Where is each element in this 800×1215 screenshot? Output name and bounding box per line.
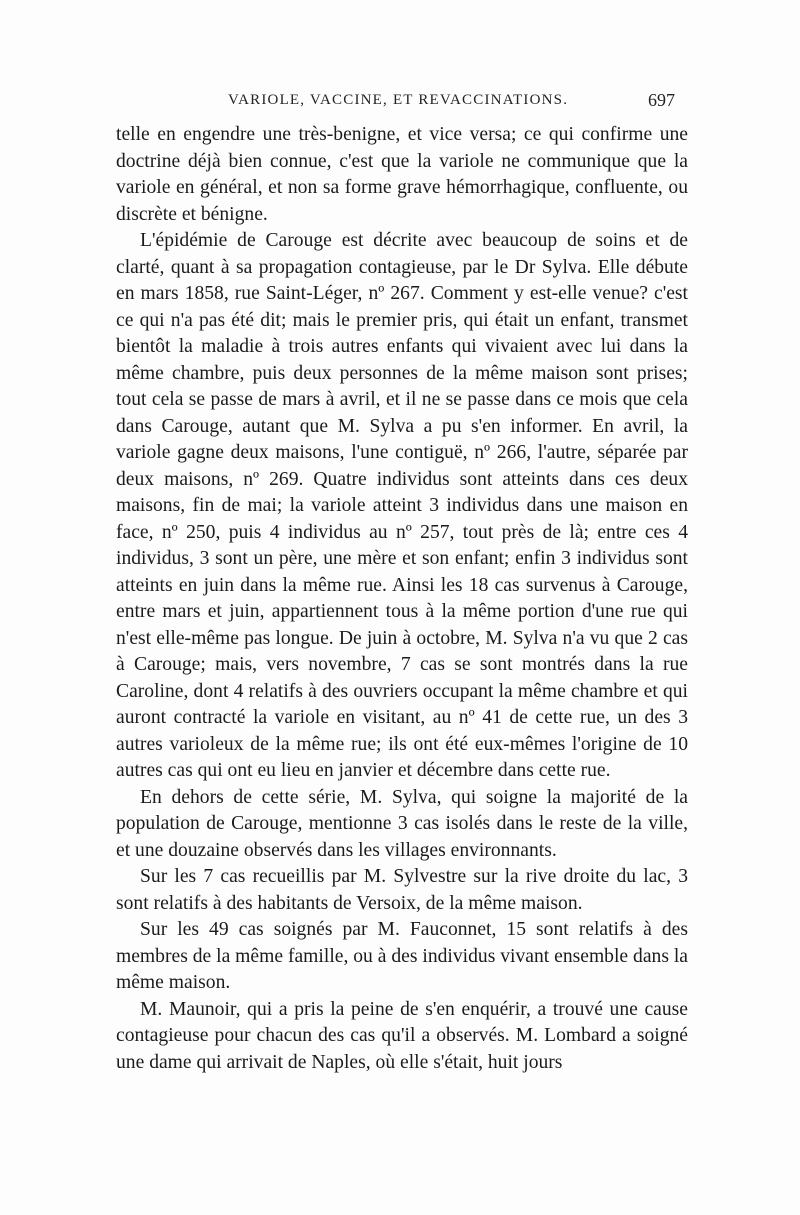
running-header — [0, 92, 800, 118]
page-number: 697 — [648, 90, 675, 110]
paragraph-sylvestre: Sur les 7 cas recueillis par M. Sylvestre sur la rive droite du lac, 3 sont relatifs à des habitants de Versoix, de la même maison. — [116, 866, 688, 914]
paragraph-continuation: telle en engendre une très-benigne, et vice versa; ce qui confirme une doctrine déjà bien connue, c'est que la variole ne communique que la variole en général, et non sa forme grave hémorrhagique, confluente, ou discrète et bénigne. — [116, 124, 688, 225]
paragraph-fauconnet: Sur les 49 cas soignés par M. Fauconnet, 15 sont relatifs à des membres de la même famille, ou à des individus vivant ensemble dans la même maison. — [116, 919, 688, 993]
body-text — [116, 122, 688, 1076]
running-title: VARIOLE, VACCINE, ET REVACCINATIONS. — [228, 92, 569, 108]
paragraph-outside-series: En dehors de cette série, M. Sylva, qui soigne la majorité de la population de Carouge, mentionne 3 cas isolés dans le reste de la ville, et une douzaine observés dans les villages environnants. — [116, 786, 688, 861]
paragraph-carouge-epidemic: L'épidémie de Carouge est décrite avec beaucoup de soins et de clarté, quant à sa propagation contagieuse, par le Dr Sylva. Elle débute en mars 1858, rue Saint-Léger, nº 267. Comment y est-elle venue? c'est ce qui n'a pas été dit; mais le premier pris, qui était un enfant, transmet bientôt la maladie à trois autres enfants qui vivaient avec lui dans la même chambre, puis deux personnes de la même maison sont prises; tout cela se passe de mars à avril, et il ne se passe dans ce mois que cela dans Carouge, autant que M. Sylva a pu s'en informer. En avril, la variole gagne deux maisons, l'une contiguë, nº 266, l'autre, séparée par deux maisons, nº 269. Quatre individus sont atteints dans ces deux maisons, fin de mai; la variole atteint 3 individus dans une maison en face, nº 250, puis 4 individus au nº 257, tout près de là; entre ces 4 individus, 3 sont un père, une mère et son enfant; enfin 3 individus sont atteints en juin dans la même rue. Ainsi les 18 cas survenus à Carouge, entre mars et juin, appartiennent tous à la même portion d'une rue qui n'est elle-même pas longue. De juin à octobre, M. Sylva n'a vu que 2 cas à Carouge; mais, vers novembre, 7 cas se sont montrés dans la rue Caroline, dont 4 relatifs à des ouvriers occupant la même chambre et qui auront contracté la variole en visitant, au nº 41 de cette rue, un des 3 autres varioleux de la même rue; ils ont été eux-mêmes l'origine de 10 autres cas qui ont eu lieu en janvier et décembre dans cette rue. — [116, 230, 688, 781]
paragraph-maunoir: M. Maunoir, qui a pris la peine de s'en enquérir, a trouvé une cause contagieuse pour chacun des cas qu'il a observés. M. Lombard a soigné une dame qui arrivait de Naples, où elle s'était, huit jours — [116, 998, 688, 1073]
